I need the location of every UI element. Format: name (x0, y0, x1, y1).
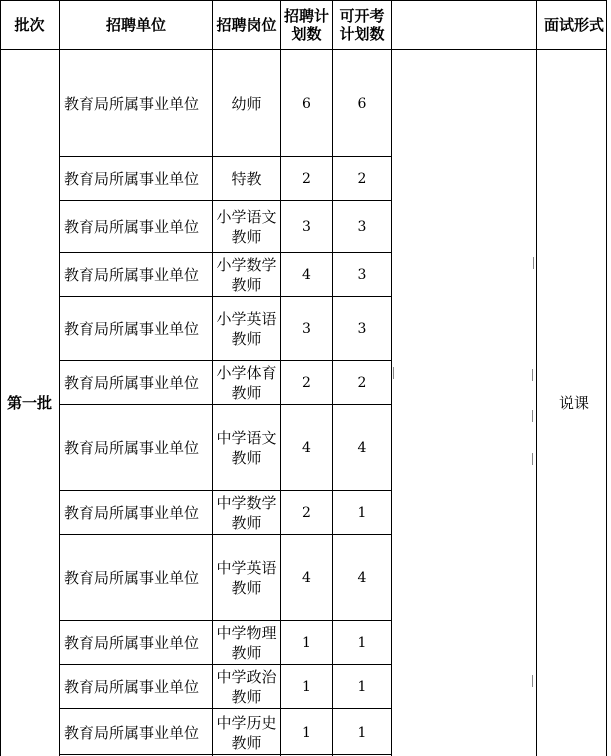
unit-cell: 教育局所属事业单位 (64, 170, 200, 188)
row-rule (59, 490, 392, 491)
open-count-cell: 1 (357, 505, 367, 521)
post-cell (213, 491, 280, 535)
row-rule (59, 534, 392, 535)
clipped-glyph-fragment (528, 369, 533, 381)
row-rule (59, 708, 392, 709)
post-line: 中学语文 (216, 429, 277, 447)
plan-count-cell: 4 (302, 570, 311, 586)
post-cell (213, 361, 280, 405)
post-line: 小学英语 (216, 310, 277, 328)
plan-count-cell: 6 (302, 95, 311, 112)
post-line: 教师 (231, 514, 262, 532)
post-line: 小学语文 (216, 208, 277, 226)
header-post: 招聘岗位 (216, 15, 277, 34)
row-rule (59, 620, 392, 621)
post-line: 中学历史 (216, 713, 277, 732)
header-unit: 招聘单位 (105, 15, 166, 34)
post-cell (213, 253, 280, 297)
plan-count-cell: 4 (302, 267, 311, 283)
clipped-glyph-fragment (528, 675, 533, 687)
row-rule (59, 296, 392, 297)
unit-cell: 教育局所属事业单位 (64, 218, 200, 236)
header-open-line1: 可开考 (339, 7, 385, 25)
unit-cell: 教育局所属事业单位 (64, 634, 200, 652)
open-count-cell: 4 (357, 440, 367, 456)
plan-count-cell: 3 (302, 321, 311, 337)
post-line: 教师 (231, 449, 262, 467)
post-cell (213, 535, 280, 621)
post-line: 中学英语 (216, 559, 277, 577)
post-line: 小学体育 (216, 364, 277, 382)
open-count-cell: 4 (357, 570, 367, 586)
post-cell (213, 201, 280, 253)
post-line: 特教 (231, 170, 262, 188)
unit-cell: 教育局所属事业单位 (64, 320, 200, 338)
post-cell (213, 665, 280, 709)
header-rule (0, 49, 607, 50)
unit-cell: 教育局所属事业单位 (64, 266, 200, 284)
top-rule (0, 0, 607, 1)
row-rule (59, 200, 392, 201)
post-line: 教师 (231, 330, 262, 348)
post-line: 中学物理 (216, 624, 277, 642)
post-cell (213, 297, 280, 361)
open-count-cell: 3 (357, 219, 367, 235)
header-plan-line2: 划数 (291, 25, 322, 43)
open-count-cell: 1 (357, 724, 367, 741)
post-line: 教师 (231, 733, 262, 752)
header-plan (281, 2, 332, 48)
unit-cell: 教育局所属事业单位 (64, 678, 200, 696)
unit-cell: 教育局所属事业单位 (64, 374, 200, 392)
open-count-cell: 1 (357, 635, 367, 651)
unit-cell: 教育局所属事业单位 (64, 569, 200, 587)
grid-vline (280, 0, 281, 756)
open-count-cell: 3 (357, 321, 367, 337)
unit-cell: 教育局所属事业单位 (64, 94, 200, 113)
grid-vline (606, 0, 607, 756)
open-count-cell: 1 (357, 679, 367, 695)
grid-vline (212, 0, 213, 756)
row-rule (59, 156, 392, 157)
post-cell (213, 157, 280, 201)
post-line: 教师 (231, 644, 262, 662)
open-count-cell: 2 (357, 375, 367, 391)
row-rule (59, 664, 392, 665)
plan-count-cell: 4 (302, 440, 311, 456)
unit-cell: 教育局所属事业单位 (64, 723, 200, 742)
grid-vline (0, 0, 1, 756)
post-cell (213, 621, 280, 665)
post-line: 教师 (231, 384, 262, 402)
plan-count-cell: 2 (302, 375, 311, 391)
grid-vline (332, 0, 333, 756)
header-interview: 面试形式 (543, 15, 604, 34)
post-line: 中学政治 (216, 668, 277, 686)
post-cell (213, 405, 280, 491)
header-open-line2: 计划数 (339, 25, 385, 43)
plan-count-cell: 2 (302, 171, 311, 187)
post-line: 教师 (231, 579, 262, 597)
row-rule (59, 252, 392, 253)
post-line: 教师 (231, 276, 262, 294)
post-line: 教师 (231, 688, 262, 706)
post-line: 小学数学 (216, 256, 277, 274)
plan-count-cell: 1 (302, 635, 311, 651)
unit-cell: 教育局所属事业单位 (64, 439, 200, 457)
interview-form-cell: 说课 (558, 394, 589, 412)
row-rule (59, 360, 392, 361)
post-line: 幼师 (231, 94, 262, 113)
clipped-glyph-fragment (528, 410, 533, 422)
plan-count-cell: 3 (302, 219, 311, 235)
post-cell (213, 709, 280, 756)
plan-count-cell: 1 (302, 724, 311, 741)
row-rule (59, 404, 392, 405)
header-batch: 批次 (14, 15, 45, 34)
header-open (333, 2, 391, 48)
post-cell (213, 50, 280, 157)
clipped-glyph-fragment (528, 453, 533, 465)
unit-cell: 教育局所属事业单位 (64, 504, 200, 522)
batch-cell: 第一批 (6, 394, 52, 412)
open-count-cell: 6 (357, 95, 367, 112)
plan-count-cell: 1 (302, 679, 311, 695)
grid-vline (59, 0, 60, 756)
open-count-cell: 3 (357, 267, 367, 283)
open-count-cell: 2 (357, 171, 367, 187)
plan-count-cell: 2 (302, 505, 311, 521)
post-line: 中学数学 (216, 494, 277, 512)
clipped-glyph-fragment (529, 257, 534, 269)
clipped-glyph-fragment (389, 367, 394, 379)
bottom-rule (59, 754, 392, 755)
post-line: 教师 (231, 228, 262, 246)
header-plan-line1: 招聘计 (283, 7, 329, 25)
grid-vline (536, 0, 537, 756)
